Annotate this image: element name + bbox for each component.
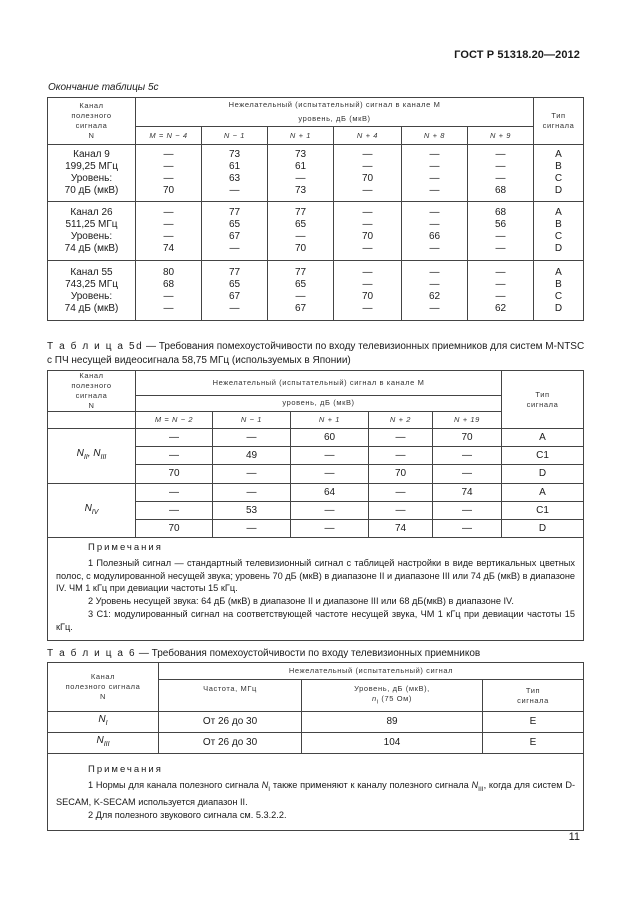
- header-type: Тип сигнала: [502, 371, 584, 429]
- table-row: [48, 484, 584, 502]
- value-cell: 70: [136, 465, 213, 484]
- header-level: уровень, дБ (мкВ): [136, 395, 502, 411]
- type-cell: A B C D: [534, 261, 584, 321]
- notes-title: Примечания: [88, 764, 163, 775]
- channel-cell: $N_{II}$, $N_{III}$: [48, 429, 136, 484]
- value-cell: 68 56 — —: [468, 202, 534, 261]
- header-type: Тип сигнала: [483, 680, 584, 712]
- value-cell: —: [213, 429, 291, 447]
- col-header: N + 19: [433, 412, 502, 429]
- value-cell: —: [291, 447, 369, 465]
- type-cell: D: [502, 465, 584, 484]
- channel-cell: Канал 26 511,25 МГц Уровень: 74 дБ (мкВ): [48, 202, 136, 261]
- value-cell: 53: [213, 502, 291, 520]
- col-header: M = N − 4: [136, 127, 202, 145]
- value-cell: —: [433, 520, 502, 538]
- value-cell: — — — 62: [468, 261, 534, 321]
- notes-title: Примечания: [88, 542, 163, 553]
- value-cell: —: [291, 520, 369, 538]
- value-cell: 77 65 67 —: [202, 261, 268, 321]
- header-signal: Нежелательный (испытательный) сигнал в канале M: [136, 371, 502, 396]
- table-row: [48, 261, 584, 321]
- channel-cell: $N_{IV}$: [48, 484, 136, 538]
- header-type: Тип сигнала: [534, 98, 584, 145]
- channel-cell: Канал 55 743,25 МГц Уровень: 74 дБ (мкВ): [48, 261, 136, 321]
- type-cell: A: [502, 429, 584, 447]
- value-cell: — — 70 —: [334, 261, 402, 321]
- col-header: M = N − 2: [136, 412, 213, 429]
- value-cell: 64: [291, 484, 369, 502]
- type-cell: A B C D: [534, 145, 584, 202]
- col-header: N − 1: [202, 127, 268, 145]
- value-cell: — — 66 —: [402, 202, 468, 261]
- value-cell: 70: [136, 520, 213, 538]
- page-number: 11: [568, 831, 580, 843]
- value-cell: —: [136, 429, 213, 447]
- note-item: 1 Полезный сигнал — стандартный телевизионный сигнал с таблицей настройки в виде вертикальных цветных полос, с модулированной несущей звука; уровень 70 дБ (мкВ) в диапазоне II и диапазоне III или 74 дБ (мкВ) в диапазоне IV. ЧМ 1 кГц при девиации частоты 15 кГц.: [56, 557, 576, 594]
- col-header: N + 8: [402, 127, 468, 145]
- value-cell: 77 65 67 —: [202, 202, 268, 261]
- value-cell: —: [433, 502, 502, 520]
- col-header: N + 1: [291, 412, 369, 429]
- notes-row: [48, 754, 584, 831]
- value-cell: —: [213, 465, 291, 484]
- value-cell: — — — —: [402, 145, 468, 202]
- header-signal: Нежелательный (испытательный) сигнал в канале M уровень, дБ (мкВ): [136, 98, 534, 127]
- value-cell: 77 65 — 67: [268, 261, 334, 321]
- note-item: 3 C1: модулированный сигнал на соответствующей частоте несущей звука, ЧМ 1 кГц при девиации частоты 15 кГц.: [56, 608, 576, 632]
- note-item: 2 Уровень несущей звука: 64 дБ (мкВ) в диапазоне II и диапазоне III или 68 дБ(мкВ) в диапазоне IV.: [88, 596, 514, 607]
- value-cell: —: [369, 484, 433, 502]
- frequency-cell: От 26 до 30: [159, 712, 302, 733]
- value-cell: —: [213, 520, 291, 538]
- col-header: N + 4: [334, 127, 402, 145]
- value-cell: 77 65 — 70: [268, 202, 334, 261]
- type-cell: A B C D: [534, 202, 584, 261]
- type-cell: A: [502, 484, 584, 502]
- value-cell: —: [213, 484, 291, 502]
- header-level: Уровень, дБ (мкВ), $n_i$ (75 Ом): [302, 680, 483, 712]
- value-cell: 49: [213, 447, 291, 465]
- value-cell: —: [136, 484, 213, 502]
- value-cell: 70: [433, 429, 502, 447]
- table-5c-caption: Окончание таблицы 5с: [48, 82, 159, 93]
- value-cell: 60: [291, 429, 369, 447]
- channel-cell: $N_I$: [48, 712, 159, 733]
- header-channel: Канал полезного сигнала N: [48, 98, 136, 145]
- table-5d-caption: Т а б л и ц а 5d — Требования помехоустойчивости по входу телевизионных приемников для систем M-NTSC с ПЧ несущей видеосигнала 58,75 МГц (используемых в Японии): [47, 341, 585, 366]
- table-row: [48, 712, 584, 733]
- value-cell: — — — 70: [136, 145, 202, 202]
- type-cell: D: [502, 520, 584, 538]
- col-header: N + 1: [268, 127, 334, 145]
- table-row: [48, 733, 584, 754]
- standard-number: ГОСТ Р 51318.20—2012: [454, 49, 580, 61]
- note-item: 2 Для полезного звукового сигнала см. 5.3.2.2.: [88, 810, 287, 821]
- value-cell: — — 70 —: [334, 202, 402, 261]
- level-cell: 89: [302, 712, 483, 733]
- value-cell: —: [369, 447, 433, 465]
- value-cell: 80 68 — —: [136, 261, 202, 321]
- col-header: N + 9: [468, 127, 534, 145]
- header-channel: Канал полезного сигнала N: [48, 663, 159, 712]
- value-cell: — — — 74: [136, 202, 202, 261]
- col-header: N − 1: [213, 412, 291, 429]
- value-cell: 74: [369, 520, 433, 538]
- value-cell: —: [136, 447, 213, 465]
- value-cell: — — — 68: [468, 145, 534, 202]
- value-cell: —: [291, 465, 369, 484]
- notes: [48, 754, 584, 831]
- value-cell: — — 62 —: [402, 261, 468, 321]
- value-cell: 70: [369, 465, 433, 484]
- channel-cell: Канал 9 199,25 МГц Уровень: 70 дБ (мкВ): [48, 145, 136, 202]
- table-5d: [47, 370, 584, 641]
- type-cell: C1: [502, 502, 584, 520]
- type-cell: C1: [502, 447, 584, 465]
- channel-cell: $N_{III}$: [48, 733, 159, 754]
- notes: [48, 538, 584, 641]
- value-cell: 73 61 — 73: [268, 145, 334, 202]
- table-6: [47, 662, 584, 831]
- header-channel: Канал полезного сигнала N: [48, 371, 136, 412]
- value-cell: —: [136, 502, 213, 520]
- table-row: [48, 145, 584, 202]
- value-cell: — — 70 —: [334, 145, 402, 202]
- type-cell: E: [483, 712, 584, 733]
- table-row: [48, 202, 584, 261]
- level-cell: 104: [302, 733, 483, 754]
- header-level: уровень, дБ (мкВ): [298, 114, 371, 123]
- header-frequency: Частота, МГц: [159, 680, 302, 712]
- note-item: 1 Нормы для канала полезного сигнала $N_I$ также применяют к каналу полезного сигнала $N_{III}$, когда для систем D-SECAM, K-SECAM используется диапазон II.: [56, 779, 576, 808]
- table-6-caption: Т а б л и ц а 6 — Требования помехоустойчивости по входу телевизионных приемников: [47, 648, 481, 659]
- value-cell: 73 61 63 —: [202, 145, 268, 202]
- value-cell: —: [433, 465, 502, 484]
- value-cell: —: [433, 447, 502, 465]
- header-signal: Нежелательный (испытательный) сигнал: [159, 663, 584, 680]
- frequency-cell: От 26 до 30: [159, 733, 302, 754]
- value-cell: —: [291, 502, 369, 520]
- type-cell: E: [483, 733, 584, 754]
- notes-row: [48, 538, 584, 641]
- table-5c: [47, 97, 584, 321]
- value-cell: 74: [433, 484, 502, 502]
- value-cell: —: [369, 429, 433, 447]
- value-cell: —: [369, 502, 433, 520]
- table-row: [48, 429, 584, 447]
- col-header: N + 2: [369, 412, 433, 429]
